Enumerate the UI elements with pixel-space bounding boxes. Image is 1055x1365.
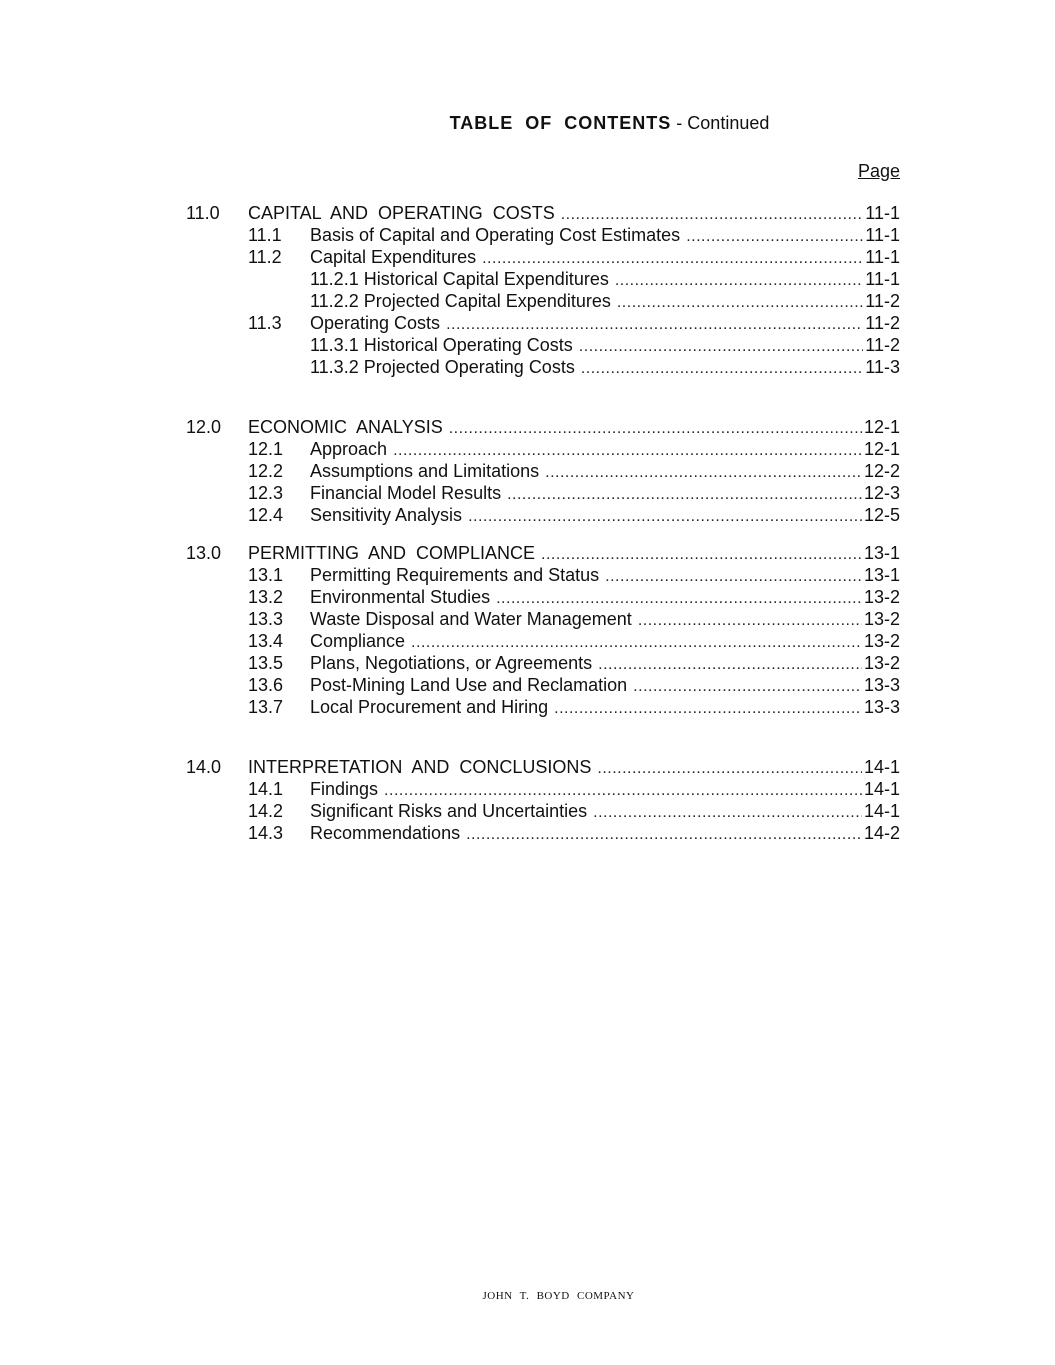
toc-entry-title: Waste Disposal and Water Management [310,609,632,629]
toc-entry-page: 11-1 [865,247,900,267]
toc-entry-number: 13.6 [248,675,284,695]
toc-entry [186,630,900,652]
toc-entry-number: 12.0 [186,417,222,437]
toc-entry-page: 14-1 [863,801,900,821]
toc-entry-page: 13-2 [863,609,900,629]
toc-entry-title: Historical Operating Costs [363,335,573,355]
dot-leader [597,758,862,780]
toc-entry-number: 13.2 [248,587,284,607]
toc-entry-page: 11-1 [865,269,900,289]
toc-entry-title: Permitting Requirements and Status [310,565,600,585]
toc-entry-page: 11-3 [865,357,900,377]
toc-entry-title: Assumptions and Limitations [310,461,540,481]
toc-entry [186,202,900,224]
toc-entry-number: 14.3 [248,823,284,843]
toc-entry-number: 13.4 [248,631,284,651]
toc-entry-page: 14-2 [863,823,900,843]
toc-entry-number: 11.1 [248,225,282,245]
toc-entry-title: Recommendations [310,823,461,843]
toc-entry-page: 12-2 [863,461,900,481]
toc-section [186,756,900,844]
toc-entry-number: 12.3 [248,483,284,503]
toc-entry-page: 13-1 [863,565,900,585]
toc-entry-title: Post-Mining Land Use and Reclamation [310,675,628,695]
toc-entry [186,334,900,356]
toc-entry [186,674,900,696]
dot-leader [411,632,862,654]
toc-entry-page: 14-1 [863,779,900,799]
dot-leader [545,462,862,484]
toc-entry-title: Findings [310,779,379,799]
toc-entry-page: 11-2 [865,335,900,355]
toc-entry-page: 13-3 [863,697,900,717]
toc-entry-number: 11.0 [186,203,220,223]
toc-entry-number: 11.2.2 [310,291,359,311]
dot-leader [554,698,862,720]
toc-entry-page: 13-2 [863,631,900,651]
toc-entry [186,778,900,800]
toc-entry-title: Historical Capital Expenditures [363,269,609,289]
toc-entry [186,696,900,718]
toc-entry [186,504,900,526]
toc-entry [186,482,900,504]
toc-entry [186,290,900,312]
dot-leader [466,824,862,846]
toc-entry-number: 13.0 [186,543,222,563]
dot-leader [598,654,862,676]
dot-leader [633,676,862,698]
toc-entry-title: Compliance [310,631,406,651]
title-main: TABLE OF CONTENTS [449,113,672,133]
dot-leader [449,418,862,440]
toc-entry-title: Basis of Capital and Operating Cost Estimates [310,225,681,245]
page-column-header: Page [857,161,900,181]
toc-entry [186,268,900,290]
toc-entry [186,438,900,460]
dot-leader [605,566,862,588]
toc-entry-number: 11.3.2 [310,357,359,377]
toc-section [186,202,900,378]
dot-leader [593,802,862,824]
dot-leader [581,358,863,380]
toc-entry-number: 11.3.1 [310,335,359,355]
toc-entry-number: 12.1 [248,439,284,459]
toc-entry [186,800,900,822]
toc-entry [186,608,900,630]
dot-leader [384,780,862,802]
toc-entry-number: 14.0 [186,757,222,777]
toc-entry-number: 13.5 [248,653,284,673]
title-suffix: - Continued [676,113,770,133]
toc-entry-title: Local Procurement and Hiring [310,697,549,717]
toc-entry [186,652,900,674]
toc-entry [186,224,900,246]
toc-entry-number: 11.2.1 [310,269,359,289]
toc-entry-number: 14.2 [248,801,284,821]
toc-entry-page: 13-2 [863,587,900,607]
toc-section [186,416,900,526]
toc-entry-number: 13.1 [248,565,284,585]
toc-entry-number: 13.3 [248,609,284,629]
toc-entry-title: Plans, Negotiations, or Agreements [310,653,593,673]
toc-entry-title: Environmental Studies [310,587,491,607]
dot-leader [579,336,864,358]
toc-entry-number: 12.2 [248,461,284,481]
toc-entry-title: Operating Costs [310,313,441,333]
toc-entry-page: 12-5 [863,505,900,525]
dot-leader [638,610,862,632]
toc-entry [186,756,900,778]
dot-leader [686,226,863,248]
dot-leader [541,544,862,566]
dot-leader [496,588,862,610]
dot-leader [507,484,862,506]
toc-entry-number: 11.2 [248,247,282,267]
toc-entry-page: 13-1 [863,543,900,563]
toc-entry-title: PERMITTING AND COMPLIANCE [248,543,536,563]
dot-leader [561,204,864,226]
toc-entry-title: CAPITAL AND OPERATING COSTS [248,203,555,223]
toc-entry-page: 14-1 [863,757,900,777]
toc-entry-page: 12-3 [863,483,900,503]
toc-entry [186,542,900,564]
footer-company-name: JOHN T. BOYD COMPANY [482,1290,635,1302]
toc-entry-title: Significant Risks and Uncertainties [310,801,588,821]
toc-entry-title: Capital Expenditures [310,247,477,267]
toc-entry-title: ECONOMIC ANALYSIS [248,417,443,437]
dot-leader [617,292,863,314]
toc-entry [186,460,900,482]
toc-entry [186,416,900,438]
toc-entry-title: Sensitivity Analysis [310,505,463,525]
toc-entry-title: Projected Operating Costs [363,357,575,377]
toc-entry-title: Financial Model Results [310,483,502,503]
toc-entry-title: Approach [310,439,388,459]
toc-entry-page: 12-1 [863,439,900,459]
toc-entry-page: 13-2 [863,653,900,673]
toc-entry-number: 13.7 [248,697,284,717]
toc-entry [186,356,900,378]
toc-entry-page: 11-1 [865,225,900,245]
toc-entry-number: 14.1 [248,779,284,799]
toc-entry-page: 11-2 [865,291,900,311]
toc-entry-number: 11.3 [248,313,282,333]
toc-entry-title: INTERPRETATION AND CONCLUSIONS [248,757,592,777]
dot-leader [446,314,863,336]
toc-entry [186,822,900,844]
dot-leader [393,440,862,462]
toc-entry [186,564,900,586]
toc-section [186,542,900,718]
dot-leader [482,248,863,270]
toc-entry-title: Projected Capital Expenditures [363,291,611,311]
dot-leader [468,506,862,528]
toc-entry [186,312,900,334]
dot-leader [615,270,863,292]
toc-entry-page: 11-2 [865,313,900,333]
toc-entry-page: 12-1 [863,417,900,437]
toc-entry-page: 13-3 [863,675,900,695]
page-title [0,113,1055,134]
table-of-contents [186,202,900,844]
toc-entry [186,246,900,268]
toc-entry-page: 11-1 [865,203,900,223]
toc-entry-number: 12.4 [248,505,284,525]
toc-entry [186,586,900,608]
